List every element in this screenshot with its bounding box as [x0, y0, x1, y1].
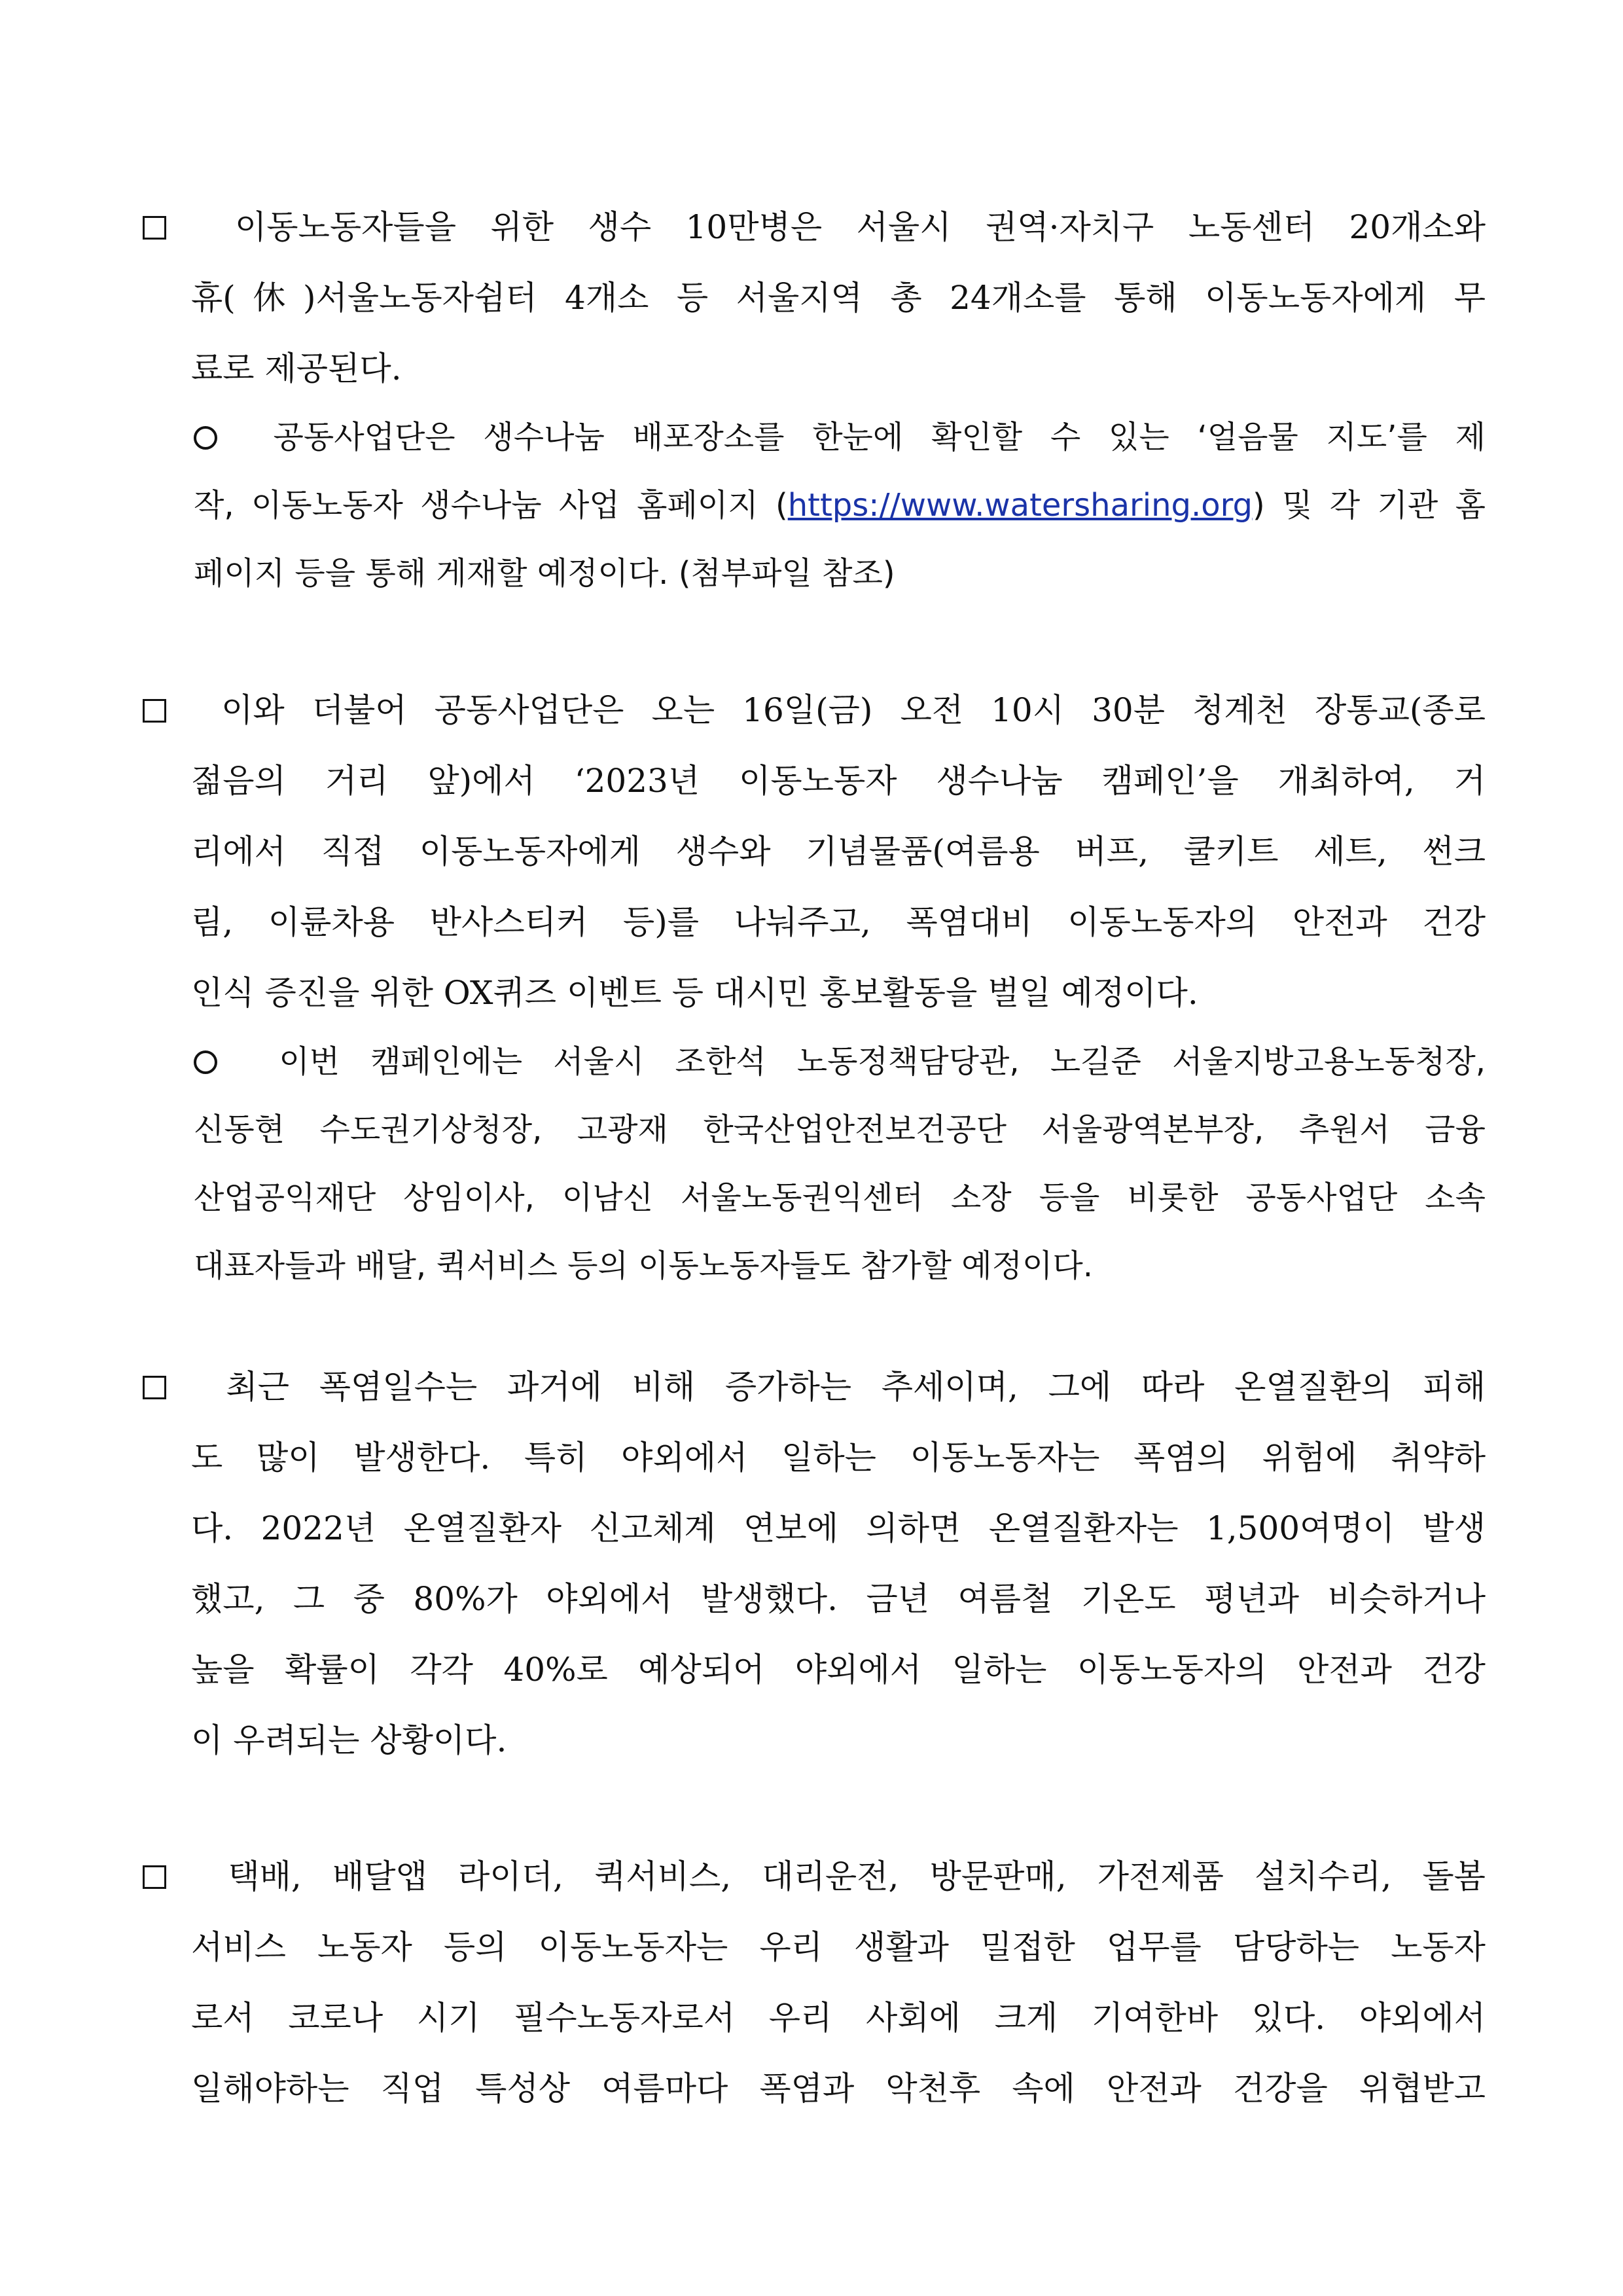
section-3-line-3: 다. 2022년 온열질환자 신고체계 연보에 의하면 온열질환자는 1,500여명이 발생: [191, 1509, 1486, 1547]
section-1-line-3: 료로 제공된다.: [191, 350, 402, 387]
section-1-line-1: 이동노동자들을 위한 생수 10만병은 서울시 권역·자치구 노동센터 20개소와: [143, 211, 1486, 243]
section-4-line-1: 택배, 배달앱 라이더, 퀵서비스, 대리운전, 방문판매, 가전제품 설치수리, 돌봄: [143, 1860, 1486, 1893]
section-2-sub-line-4: 대표자들과 배달, 퀵서비스 등의 이동노동자들도 참가할 예정이다.: [194, 1247, 1094, 1284]
section-1-sub-line-2: 작, 이동노동자 생수나눔 사업 홈페이지 (https://www.watersharing.org) 및 각 기관 홈: [194, 487, 1486, 524]
section-2-sub-line-2: 신동현 수도권기상청장, 고광재 한국산업안전보건공단 서울광역본부장, 추원서 금융: [194, 1111, 1486, 1148]
section-2-sub-line-1: 이번 캠페인에는 서울시 조한석 노동정책담당관, 노길준 서울지방고용노동청장,: [194, 1046, 1486, 1077]
section-3-line-2: 도 많이 발생한다. 특히 야외에서 일하는 이동노동자는 폭염의 위험에 취약하: [191, 1439, 1486, 1477]
section-3-line-1: 최근 폭염일수는 과거에 비해 증가하는 추세이며, 그에 따라 온열질환의 피해: [143, 1371, 1486, 1403]
section-2-sub-line-3: 산업공익재단 상임이사, 이남신 서울노동권익센터 소장 등을 비롯한 공동사업단 소속: [194, 1179, 1486, 1216]
section-4-line-4: 일해야하는 직업 특성상 여름마다 폭염과 악천후 속에 안전과 건강을 위협받고: [191, 2070, 1486, 2108]
checkbox-bullet-icon: [143, 216, 166, 240]
section-2-line-1: 이와 더불어 공동사업단은 오는 16일(금) 오전 10시 30분 청계천 장통교(종로: [143, 694, 1486, 726]
section-4-line-2: 서비스 노동자 등의 이동노동자는 우리 생활과 밀접한 업무를 담당하는 노동자: [191, 1928, 1486, 1966]
section-2-line-5: 인식 증진을 위한 OX퀴즈 이벤트 등 대시민 홍보활동을 벌일 예정이다.: [191, 974, 1198, 1012]
checkbox-bullet-icon: [143, 699, 166, 723]
section-2-line-2: 젊음의 거리 앞)에서 ‘2023년 이동노동자 생수나눔 캠페인’을 개최하여, 거: [191, 762, 1486, 800]
section-3-line-6: 이 우려되는 상황이다.: [191, 1721, 507, 1759]
section-4-line-3: 로서 코로나 시기 필수노동자로서 우리 사회에 크게 기여한바 있다. 야외에서: [191, 1999, 1486, 2037]
section-3-line-4: 했고, 그 중 80%가 야외에서 발생했다. 금년 여름철 기온도 평년과 비슷하거나: [191, 1580, 1486, 1618]
checkbox-bullet-icon: [143, 1865, 166, 1889]
section-1-sub-line-1: 공동사업단은 생수나눔 배포장소를 한눈에 확인할 수 있는 ‘얼음물 지도’를 제: [194, 422, 1486, 453]
circle-bullet-icon: [194, 426, 217, 450]
section-3-line-5: 높을 확률이 각각 40%로 예상되어 야외에서 일하는 이동노동자의 안전과 건강: [191, 1651, 1486, 1689]
section-1-sub-line-3: 페이지 등을 통해 게재할 예정이다. (첨부파일 참조): [194, 555, 895, 592]
website-link[interactable]: https://www.watersharing.org: [787, 487, 1253, 524]
circle-bullet-icon: [194, 1050, 217, 1074]
section-2-line-4: 림, 이륜차용 반사스티커 등)를 나눠주고, 폭염대비 이동노동자의 안전과 건강: [191, 903, 1486, 941]
section-2-line-3: 리에서 직접 이동노동자에게 생수와 기념물품(여름용 버프, 쿨키트 세트, 썬크: [191, 833, 1486, 870]
section-1-line-2: 휴(休)서울노동자쉼터 4개소 등 서울지역 총 24개소를 통해 이동노동자에게 무: [191, 279, 1486, 317]
checkbox-bullet-icon: [143, 1376, 166, 1399]
